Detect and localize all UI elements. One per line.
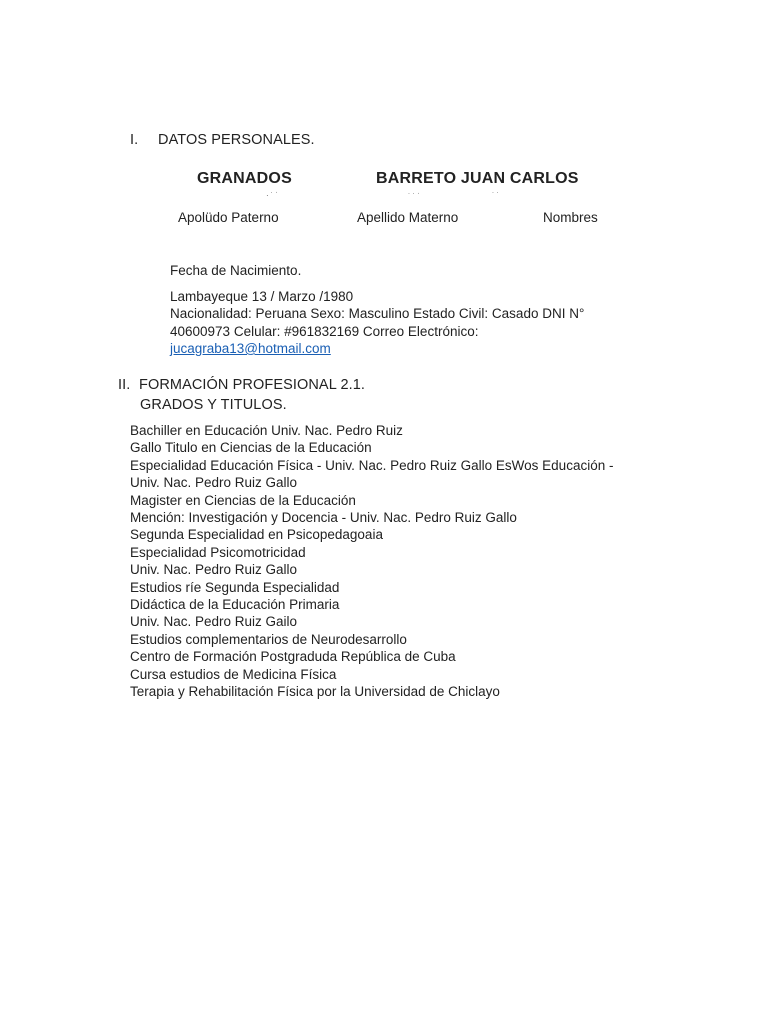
section-1-number: I. (130, 132, 139, 148)
list-item: Estudios complementarios de Neurodesarrollo (130, 631, 407, 647)
personal-info-line: Nacionalidad: Peruana Sexo: Masculino Estado Civil: Casado DNI N° (170, 306, 585, 321)
list-item: Segunda Especialidad en Psicopedagoaia (130, 527, 383, 543)
list-item: Especialidad Psicomotricidad (130, 544, 306, 560)
list-item: Bachiller en Educación Univ. Nac. Pedro Ruiz (130, 423, 403, 438)
section-2-subtitle: GRADOS Y TITULOS. (140, 397, 287, 413)
scan-artifact: ˙˙ (492, 191, 502, 200)
section-2-number: II. (118, 377, 131, 393)
email-link[interactable]: jucagraba13@hotmail.com (170, 341, 331, 356)
scan-artifact: ˙˙˙ (408, 192, 422, 201)
label-given-names: Nombres (543, 210, 598, 225)
list-item: Magister en Ciencias de la Educación (130, 492, 356, 508)
list-item: Univ. Nac. Pedro Ruiz Gallo (130, 562, 298, 578)
list-item: Cursa estudios de Medicina Física (130, 666, 337, 682)
list-item: Univ. Nac. Pedro Ruiz Gallo (130, 475, 298, 491)
list-item: Univ. Nac. Pedro Ruiz Gailo (130, 614, 298, 630)
list-item: Didáctica de la Educación Primaria (130, 597, 340, 613)
scan-artifact: ·˙˙ (266, 191, 280, 200)
list-item: Especialidad Educación Física - Univ. Nac. Pedro Ruiz Gallo EsWos Educación - (130, 457, 614, 473)
list-item: Mención: Investigación y Docencia - Univ. Nac. Pedro Ruiz Gallo (130, 510, 517, 526)
section-2-title: FORMACIÓN PROFESIONAL 2.1. (139, 377, 366, 393)
list-item: Terapia y Rehabilitación Física por la Universidad de Chiclayo (130, 684, 500, 700)
maternal-surname-and-given-names: BARRETO JUAN CARLOS (376, 170, 579, 187)
label-maternal-surname: Apellido Materno (357, 210, 459, 225)
list-item: Centro de Formación Postgraduda República de Cuba (130, 649, 456, 665)
birth-date-label: Fecha de Nacimiento. (170, 263, 302, 278)
degrees-list (130, 422, 613, 701)
section-1-title: DATOS PERSONALES. (158, 132, 315, 148)
personal-info-line: Lambayeque 13 / Marzo /1980 (170, 289, 354, 304)
paternal-surname: GRANADOS (197, 170, 292, 187)
label-paternal-surname: Apolüdo Paterno (178, 210, 279, 225)
personal-info-line: 40600973 Celular: #961832169 Correo Electrónico: (170, 324, 479, 339)
list-item: Estudios ríe Segunda Especialidad (130, 579, 340, 595)
list-item: Gallo Titulo en Ciencias de la Educación (130, 440, 372, 456)
